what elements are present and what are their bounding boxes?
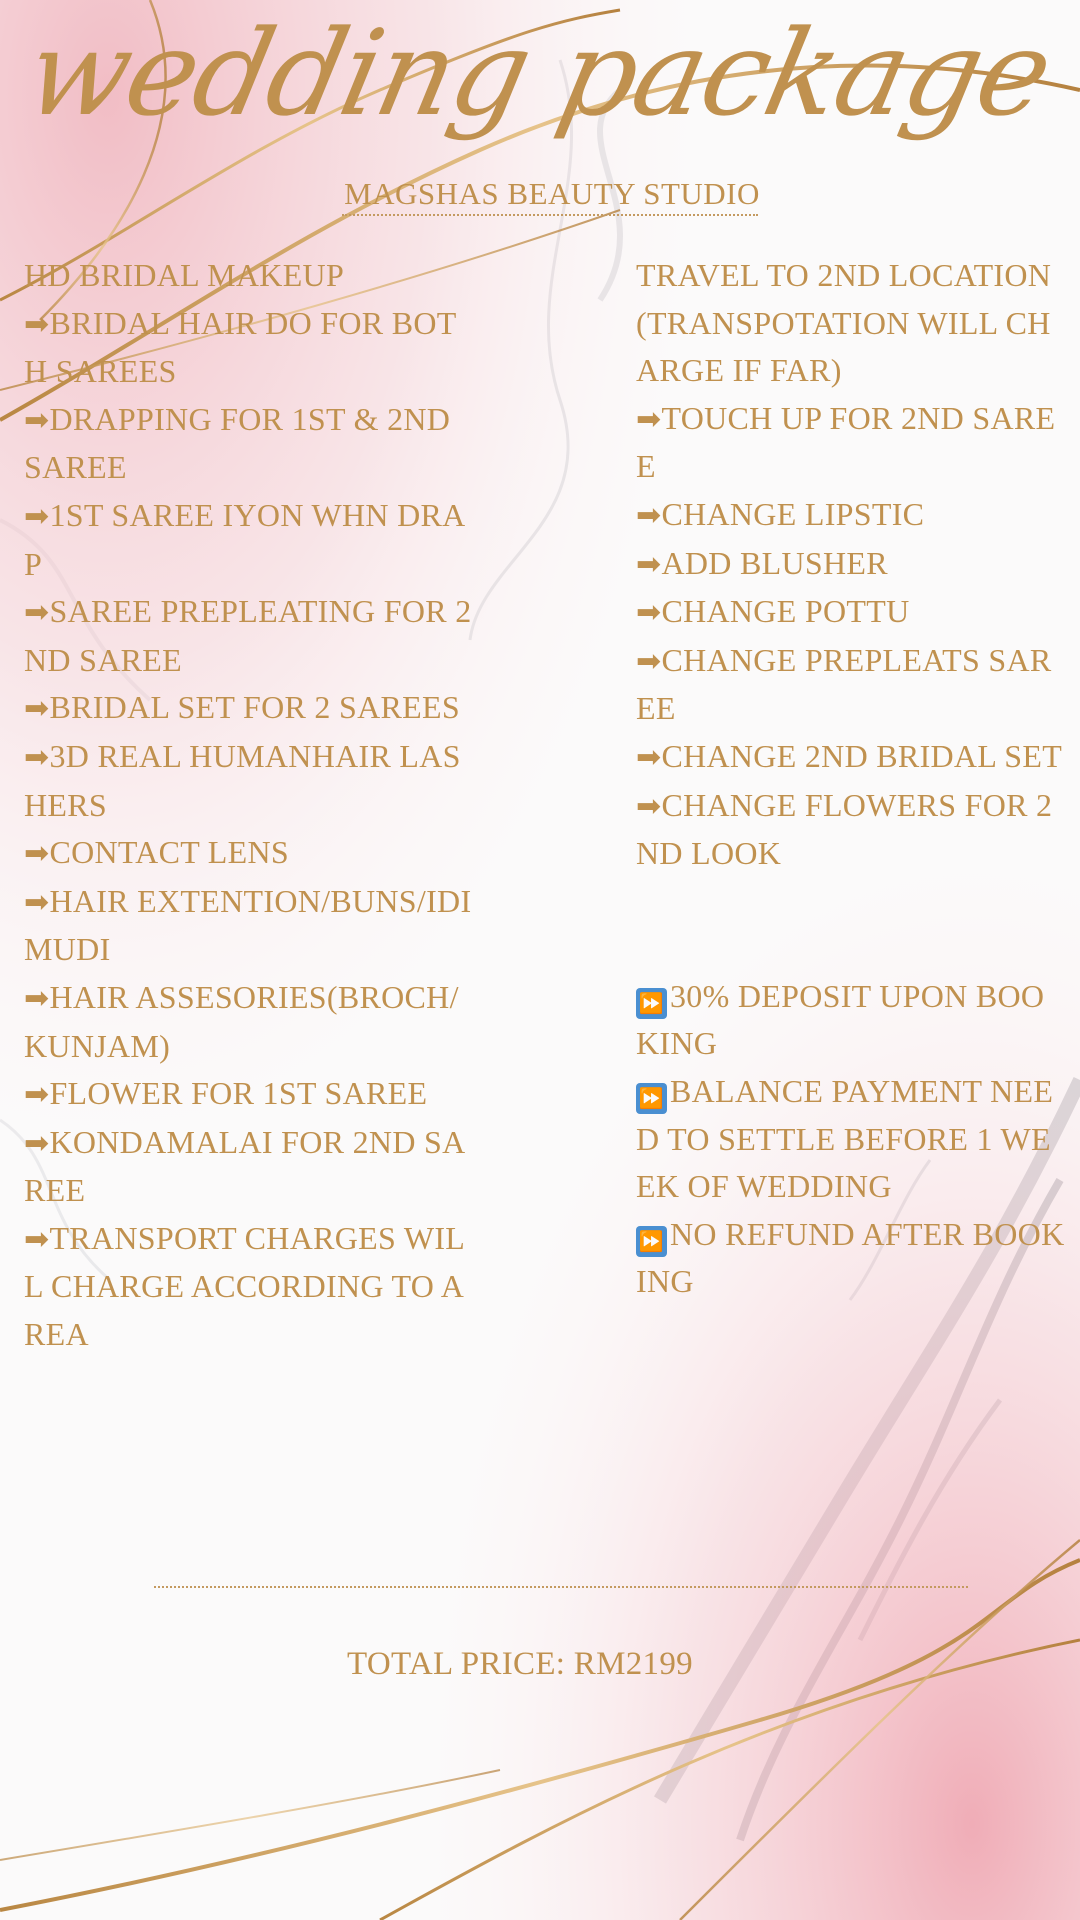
package-item: ➡CHANGE PREPLEATS SAREE <box>636 641 1052 727</box>
package-item: ➡KONDAMALAI FOR 2ND SAREE <box>24 1123 466 1209</box>
package-item: ➡CONTACT LENS <box>24 834 290 872</box>
total-price: TOTAL PRICE: RM2199 <box>347 1646 693 1682</box>
right-arrow-icon: ➡ <box>24 306 50 342</box>
package-item: ➡CHANGE 2ND BRIDAL SET <box>636 737 1063 775</box>
studio-name: MAGSHAS BEAUTY STUDIO <box>344 176 760 211</box>
right-arrow-icon: ➡ <box>24 498 50 534</box>
package-item: ➡TOUCH UP FOR 2ND SAREE <box>636 399 1056 485</box>
package-item: HD BRIDAL MAKEUP <box>24 257 345 293</box>
terms-item: ⏩ NO REFUND AFTER BOOKING <box>636 1215 1065 1300</box>
right-arrow-icon: ➡ <box>24 691 50 727</box>
right-arrow-icon: ➡ <box>24 595 50 631</box>
right-arrow-icon: ➡ <box>24 402 50 438</box>
right-arrow-icon: ➡ <box>24 980 50 1016</box>
package-item: TRAVEL TO 2ND LOCATION (TRANSPOTATION WILL CHARGE IF FAR) <box>636 257 1060 389</box>
terms-item: ⏩ 30% DEPOSIT UPON BOOKING <box>636 977 1045 1062</box>
right-arrow-icon: ➡ <box>24 884 50 920</box>
package-item: ➡CHANGE LIPSTIC <box>636 495 925 533</box>
package-item: ➡FLOWER FOR 1ST SAREE <box>24 1075 428 1113</box>
right-arrow-icon: ➡ <box>636 595 662 631</box>
package-item: ➡HAIR ASSESORIES(BROCH/KUNJAM) <box>24 978 459 1064</box>
right-arrow-icon: ➡ <box>24 1077 50 1113</box>
package-item: ➡1ST SAREE IYON WHN DRAP <box>24 496 466 582</box>
package-items-left <box>24 252 474 1359</box>
right-arrow-icon: ➡ <box>636 643 662 679</box>
package-item: ➡DRAPPING FOR 1ST & 2ND SAREE <box>24 400 459 486</box>
divider <box>154 1586 968 1588</box>
right-arrow-icon: ➡ <box>24 739 50 775</box>
right-arrow-icon: ➡ <box>636 497 662 533</box>
right-arrow-icon: ➡ <box>636 546 662 582</box>
right-arrow-icon: ➡ <box>636 788 662 824</box>
terms-item: ⏩ BALANCE PAYMENT NEED TO SETTLE BEFORE 1 WEEK OF WEDDING <box>636 1072 1054 1205</box>
right-arrow-icon: ➡ <box>24 1125 50 1161</box>
right-arrow-icon: ➡ <box>636 739 662 775</box>
page-title: wedding package <box>14 4 1063 142</box>
right-arrow-icon: ➡ <box>24 1221 50 1257</box>
fast-forward-icon: ⏩ <box>636 1226 667 1257</box>
package-item: ➡CHANGE FLOWERS FOR 2ND LOOK <box>636 786 1053 872</box>
spacer <box>636 878 1066 973</box>
package-item: ➡TRANSPORT CHARGES WILL CHARGE ACCORDING TO AREA <box>24 1219 466 1353</box>
package-item: ➡CHANGE POTTU <box>636 593 910 631</box>
package-item: ➡ADD BLUSHER <box>636 544 888 582</box>
package-item: ➡3D REAL HUMANHAIR LASHERS <box>24 737 461 823</box>
package-item: ➡BRIDAL SET FOR 2 SAREES <box>24 689 460 727</box>
package-item: ➡BRIDAL HAIR DO FOR BOTH SAREES <box>24 304 457 390</box>
package-item: ➡SAREE PREPLEATING FOR 2ND SAREE <box>24 593 472 678</box>
fast-forward-icon: ⏩ <box>636 1083 667 1114</box>
right-arrow-icon: ➡ <box>24 836 50 872</box>
studio-underline <box>342 214 758 216</box>
package-items-right <box>636 252 1066 1306</box>
right-arrow-icon: ➡ <box>636 401 662 437</box>
package-item: ➡HAIR EXTENTION/BUNS/IDIMUDI <box>24 882 472 968</box>
fast-forward-icon: ⏩ <box>636 988 667 1019</box>
